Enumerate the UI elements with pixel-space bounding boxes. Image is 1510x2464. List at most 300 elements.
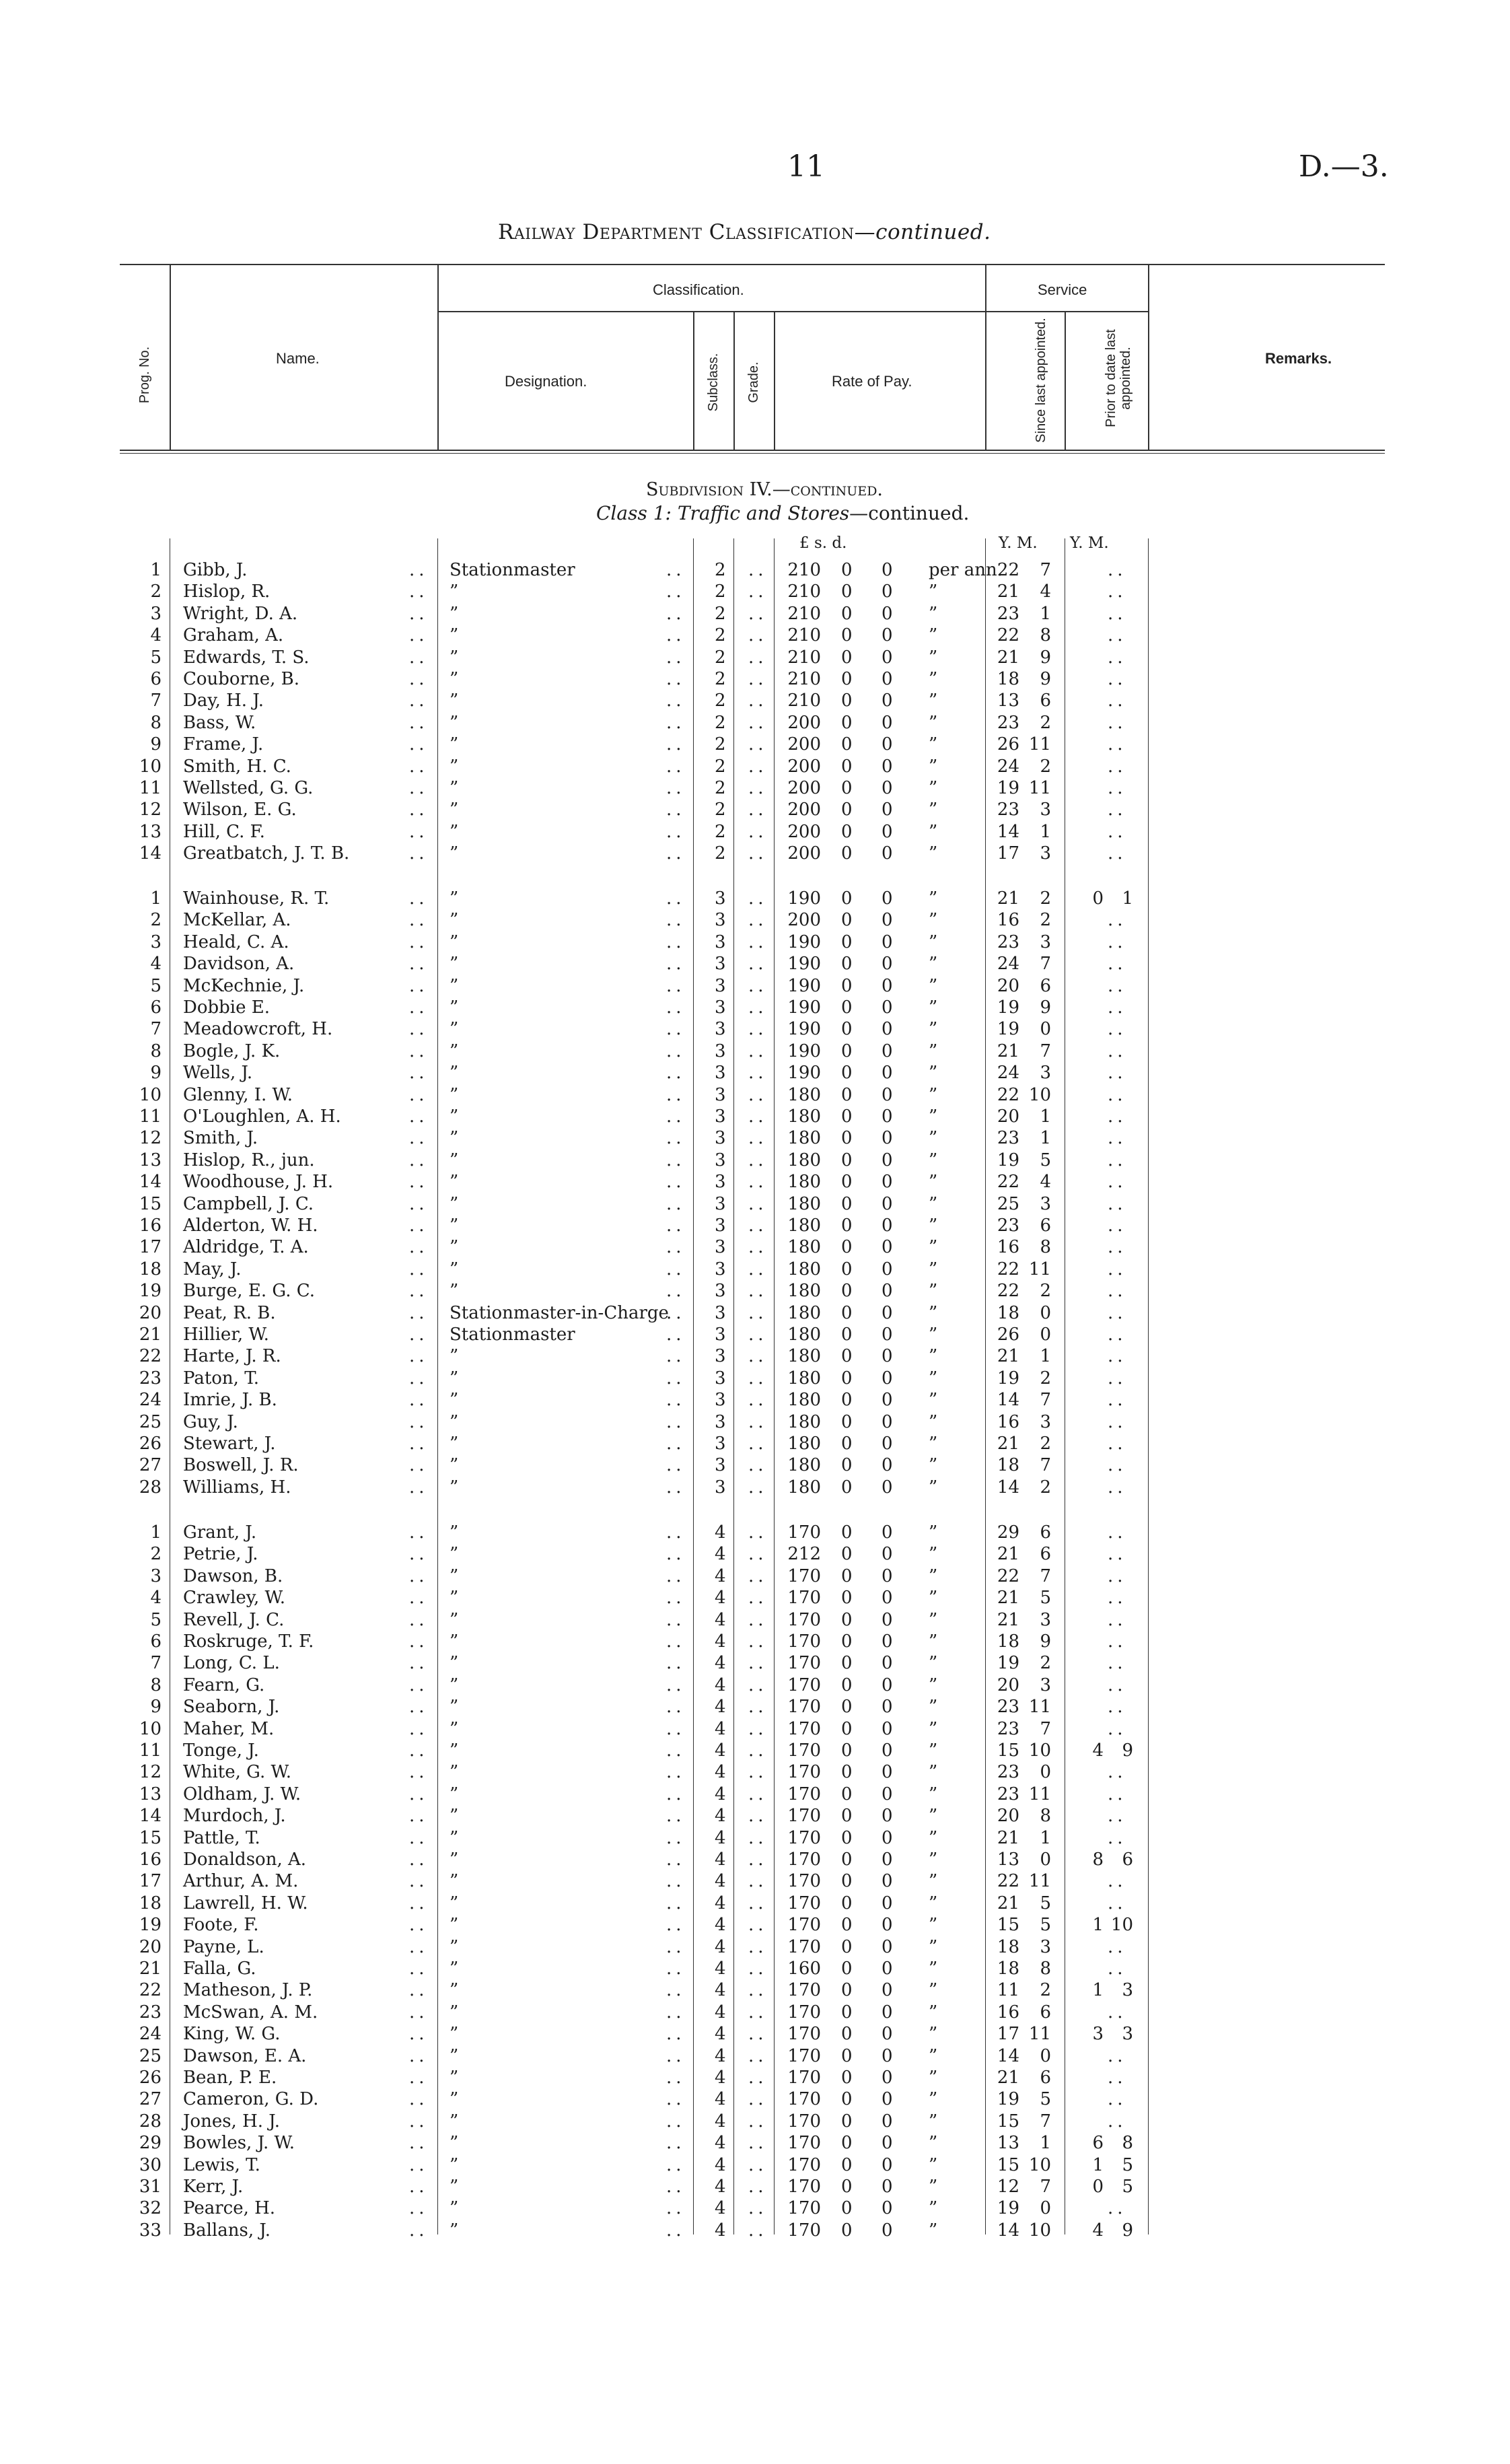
- grade-leader-dots: ..: [748, 997, 768, 1018]
- subclass-cell: 3: [715, 1434, 726, 1454]
- name-leader-dots: ..: [409, 756, 429, 777]
- table-row: [0, 1740, 1510, 1762]
- pay-shillings-cell: 0: [841, 800, 853, 820]
- pay-shillings-cell: 0: [841, 910, 853, 931]
- name-leader-dots: ..: [409, 1237, 429, 1258]
- grade-leader-dots: ..: [748, 669, 768, 689]
- pay-shillings-cell: 0: [841, 1784, 853, 1804]
- since-years-cell: 23: [997, 1216, 1019, 1236]
- designation-cell: ”: [450, 1609, 459, 1630]
- designation-leader-dots: ..: [666, 778, 686, 798]
- pay-pounds-cell: 170: [787, 1915, 821, 1936]
- units-ym-prior: Y. M.: [1070, 534, 1109, 552]
- grade-leader-dots: ..: [748, 2133, 768, 2154]
- prog-no-cell: 1: [150, 1522, 161, 1543]
- name-cell: May, J.: [183, 1259, 242, 1279]
- pay-shillings-cell: 0: [841, 1697, 853, 1718]
- prior-empty-dots: ..: [1108, 734, 1127, 755]
- designation-cell: ”: [450, 1936, 459, 1957]
- pay-shillings-cell: 0: [841, 734, 853, 755]
- subclass-cell: 3: [715, 1325, 726, 1345]
- pay-pounds-cell: 170: [787, 1675, 821, 1695]
- grade-leader-dots: ..: [748, 2002, 768, 2022]
- pay-period-cell: ”: [929, 691, 938, 711]
- header-grade: Grade.: [746, 361, 761, 403]
- name-cell: McKellar, A.: [183, 910, 291, 931]
- prog-no-cell: 24: [139, 2024, 161, 2045]
- pay-pounds-cell: 170: [787, 2024, 821, 2045]
- grade-leader-dots: ..: [748, 1172, 768, 1193]
- pay-pounds-cell: 170: [787, 1762, 821, 1783]
- name-leader-dots: ..: [409, 2220, 429, 2241]
- prog-no-cell: 3: [150, 1565, 161, 1586]
- designation-cell: ”: [450, 1281, 459, 1302]
- pay-shillings-cell: 0: [841, 2089, 853, 2110]
- prog-no-cell: 4: [150, 625, 161, 646]
- pay-period-cell: ”: [929, 1893, 938, 1913]
- name-cell: Revell, J. C.: [183, 1609, 285, 1630]
- pay-pounds-cell: 180: [787, 1128, 821, 1149]
- designation-leader-dots: ..: [666, 1718, 686, 1739]
- pay-pence-cell: 0: [882, 1302, 893, 1323]
- since-years-cell: 23: [997, 1128, 1019, 1149]
- grade-leader-dots: ..: [748, 1675, 768, 1695]
- since-months-cell: 0: [1040, 2045, 1051, 2066]
- grade-leader-dots: ..: [748, 1041, 768, 1061]
- table-row: [0, 560, 1510, 582]
- designation-leader-dots: ..: [666, 2024, 686, 2045]
- pay-shillings-cell: 0: [841, 1718, 853, 1739]
- pay-period-cell: ”: [929, 1434, 938, 1454]
- name-leader-dots: ..: [409, 1697, 429, 1718]
- pay-pounds-cell: 170: [787, 1565, 821, 1586]
- pay-shillings-cell: 0: [841, 1281, 853, 1302]
- prior-empty-dots: ..: [1108, 1063, 1127, 1084]
- name-leader-dots: ..: [409, 2154, 429, 2175]
- prog-no-cell: 5: [150, 975, 161, 996]
- designation-cell: ”: [450, 1259, 459, 1279]
- prior-empty-dots: ..: [1108, 1084, 1127, 1105]
- designation-cell: ”: [450, 997, 459, 1018]
- prog-no-cell: 3: [150, 603, 161, 624]
- name-leader-dots: ..: [409, 1019, 429, 1040]
- name-cell: White, G. W.: [183, 1762, 291, 1783]
- pay-shillings-cell: 0: [841, 1871, 853, 1892]
- prior-empty-dots: ..: [1108, 1193, 1127, 1214]
- since-months-cell: 1: [1040, 1128, 1051, 1149]
- pay-pounds-cell: 170: [787, 2220, 821, 2241]
- since-months-cell: 2: [1040, 1653, 1051, 1674]
- class-heading: [596, 502, 969, 524]
- subclass-cell: 4: [715, 1850, 726, 1870]
- since-months-cell: 0: [1040, 1302, 1051, 1323]
- pay-shillings-cell: 0: [841, 712, 853, 733]
- subclass-cell: 4: [715, 2220, 726, 2241]
- subclass-cell: 4: [715, 1915, 726, 1936]
- pay-pounds-cell: 210: [787, 647, 821, 668]
- since-years-cell: 24: [997, 1063, 1019, 1084]
- designation-cell: ”: [450, 1455, 459, 1476]
- pay-pence-cell: 0: [882, 2045, 893, 2066]
- since-years-cell: 23: [997, 1697, 1019, 1718]
- table-row: [0, 1041, 1510, 1063]
- pay-period-cell: ”: [929, 931, 938, 952]
- since-months-cell: 5: [1040, 1915, 1051, 1936]
- prog-no-cell: 5: [150, 647, 161, 668]
- since-months-cell: 0: [1040, 1325, 1051, 1345]
- pay-shillings-cell: 0: [841, 1237, 853, 1258]
- prog-no-cell: 20: [139, 1936, 161, 1957]
- prior-empty-dots: ..: [1108, 756, 1127, 777]
- prior-empty-dots: ..: [1108, 2002, 1127, 2022]
- pay-period-cell: ”: [929, 2154, 938, 2175]
- prior-empty-dots: ..: [1108, 778, 1127, 798]
- subclass-cell: 3: [715, 1259, 726, 1279]
- pay-pounds-cell: 170: [787, 1718, 821, 1739]
- subclass-cell: 3: [715, 1281, 726, 1302]
- table-row: [0, 1063, 1510, 1084]
- name-cell: Oldham, J. W.: [183, 1784, 301, 1804]
- name-leader-dots: ..: [409, 931, 429, 952]
- pay-shillings-cell: 0: [841, 1411, 853, 1432]
- name-leader-dots: ..: [409, 1434, 429, 1454]
- subclass-cell: 4: [715, 2198, 726, 2219]
- designation-cell: ”: [450, 1784, 459, 1804]
- pay-period-cell: ”: [929, 1784, 938, 1804]
- table-row: [0, 1522, 1510, 1544]
- since-years-cell: 19: [997, 1368, 1019, 1388]
- pay-shillings-cell: 0: [841, 1172, 853, 1193]
- grade-leader-dots: ..: [748, 1784, 768, 1804]
- pay-period-cell: ”: [929, 1588, 938, 1609]
- prog-no-cell: 3: [150, 931, 161, 952]
- designation-cell: Stationmaster-in-Charge: [450, 1302, 669, 1323]
- table-row: [0, 1610, 1510, 1631]
- pay-period-cell: ”: [929, 2177, 938, 2197]
- prog-no-cell: 9: [150, 1063, 161, 1084]
- grade-leader-dots: ..: [748, 1915, 768, 1936]
- pay-pence-cell: 0: [882, 1411, 893, 1432]
- subclass-cell: 3: [715, 1411, 726, 1432]
- pay-shillings-cell: 0: [841, 691, 853, 711]
- pay-pence-cell: 0: [882, 712, 893, 733]
- name-cell: Bogle, J. K.: [183, 1041, 281, 1061]
- grade-leader-dots: ..: [748, 691, 768, 711]
- subclass-cell: 3: [715, 954, 726, 975]
- since-months-cell: 7: [1040, 1455, 1051, 1476]
- name-cell: Day, H. J.: [183, 691, 264, 711]
- prog-no-cell: 17: [139, 1871, 161, 1892]
- pay-period-cell: ”: [929, 1281, 938, 1302]
- designation-leader-dots: ..: [666, 1150, 686, 1170]
- pay-pence-cell: 0: [882, 1565, 893, 1586]
- pay-period-cell: ”: [929, 1477, 938, 1498]
- header-subclass: Subclass.: [706, 353, 721, 412]
- since-months-cell: 3: [1040, 1063, 1051, 1084]
- since-years-cell: 15: [997, 1740, 1019, 1761]
- name-cell: Wells, J.: [183, 1063, 253, 1084]
- designation-leader-dots: ..: [666, 2177, 686, 2197]
- since-months-cell: 11: [1028, 1871, 1051, 1892]
- prior-months-cell: 6: [1122, 1850, 1133, 1870]
- name-cell: Hislop, R.: [183, 582, 271, 602]
- designation-cell: ”: [450, 800, 459, 820]
- pay-shillings-cell: 0: [841, 888, 853, 909]
- name-cell: Couborne, B.: [183, 669, 300, 689]
- prog-no-cell: 18: [139, 1893, 161, 1913]
- table-row: [0, 1893, 1510, 1915]
- pay-pence-cell: 0: [882, 603, 893, 624]
- prior-months-cell: 9: [1122, 1740, 1133, 1761]
- header-name: Name.: [276, 350, 320, 367]
- pay-pence-cell: 0: [882, 647, 893, 668]
- designation-cell: ”: [450, 2220, 459, 2241]
- since-months-cell: 9: [1040, 669, 1051, 689]
- name-leader-dots: ..: [409, 1936, 429, 1957]
- pay-period-cell: per ann.: [929, 560, 1003, 580]
- designation-leader-dots: ..: [666, 1850, 686, 1870]
- pay-period-cell: ”: [929, 2111, 938, 2132]
- prior-years-cell: 1: [1092, 1980, 1104, 2001]
- pay-pounds-cell: 170: [787, 2198, 821, 2219]
- pay-period-cell: ”: [929, 1959, 938, 1979]
- name-leader-dots: ..: [409, 1806, 429, 1827]
- since-months-cell: 5: [1040, 1893, 1051, 1913]
- since-months-cell: 3: [1040, 843, 1051, 864]
- designation-leader-dots: ..: [666, 1653, 686, 1674]
- name-cell: Roskruge, T. F.: [183, 1631, 314, 1652]
- header-rate-of-pay: Rate of Pay.: [832, 373, 912, 390]
- grade-leader-dots: ..: [748, 1216, 768, 1236]
- subclass-cell: 4: [715, 1959, 726, 1979]
- pay-shillings-cell: 0: [841, 582, 853, 602]
- pay-pounds-cell: 170: [787, 2111, 821, 2132]
- table-row: [0, 1719, 1510, 1740]
- pay-period-cell: ”: [929, 1216, 938, 1236]
- since-months-cell: 1: [1040, 821, 1051, 842]
- since-years-cell: 23: [997, 1762, 1019, 1783]
- designation-leader-dots: ..: [666, 1915, 686, 1936]
- subclass-cell: 4: [715, 1609, 726, 1630]
- name-leader-dots: ..: [409, 734, 429, 755]
- prior-empty-dots: ..: [1108, 582, 1127, 602]
- pay-period-cell: ”: [929, 2133, 938, 2154]
- since-years-cell: 19: [997, 1150, 1019, 1170]
- pay-pence-cell: 0: [882, 669, 893, 689]
- designation-leader-dots: ..: [666, 888, 686, 909]
- subclass-cell: 3: [715, 1106, 726, 1127]
- col-divider: [170, 264, 171, 450]
- pay-shillings-cell: 0: [841, 1259, 853, 1279]
- name-cell: Seaborn, J.: [183, 1697, 280, 1718]
- pay-pounds-cell: 170: [787, 2068, 821, 2088]
- table-row: [0, 1806, 1510, 1827]
- pay-shillings-cell: 0: [841, 1063, 853, 1084]
- pay-pence-cell: 0: [882, 2111, 893, 2132]
- prior-empty-dots: ..: [1108, 669, 1127, 689]
- since-years-cell: 21: [997, 1346, 1019, 1367]
- subclass-cell: 4: [715, 2002, 726, 2022]
- since-years-cell: 20: [997, 1675, 1019, 1695]
- grade-leader-dots: ..: [748, 2045, 768, 2066]
- designation-cell: ”: [450, 734, 459, 755]
- pay-pence-cell: 0: [882, 821, 893, 842]
- since-years-cell: 21: [997, 888, 1019, 909]
- name-cell: Petrie, J.: [183, 1544, 258, 1565]
- grade-leader-dots: ..: [748, 1588, 768, 1609]
- since-months-cell: 2: [1040, 888, 1051, 909]
- prior-empty-dots: ..: [1108, 1368, 1127, 1388]
- prog-no-cell: 28: [139, 1477, 161, 1498]
- pay-pence-cell: 0: [882, 778, 893, 798]
- since-months-cell: 7: [1040, 2177, 1051, 2197]
- pay-period-cell: ”: [929, 1411, 938, 1432]
- pay-period-cell: ”: [929, 800, 938, 820]
- designation-leader-dots: ..: [666, 1084, 686, 1105]
- pay-shillings-cell: 0: [841, 1893, 853, 1913]
- grade-leader-dots: ..: [748, 1565, 768, 1586]
- table-row: [0, 1150, 1510, 1172]
- name-leader-dots: ..: [409, 1172, 429, 1193]
- pay-pence-cell: 0: [882, 1390, 893, 1411]
- designation-cell: ”: [450, 647, 459, 668]
- pay-pence-cell: 0: [882, 1653, 893, 1674]
- designation-leader-dots: ..: [666, 2002, 686, 2022]
- grade-leader-dots: ..: [748, 1522, 768, 1543]
- pay-pence-cell: 0: [882, 1106, 893, 1127]
- pay-pounds-cell: 170: [787, 2002, 821, 2022]
- name-leader-dots: ..: [409, 1325, 429, 1345]
- prog-no-cell: 12: [139, 1128, 161, 1149]
- name-cell: Fearn, G.: [183, 1675, 265, 1695]
- name-cell: Matheson, J. P.: [183, 1980, 313, 2001]
- name-cell: Campbell, J. C.: [183, 1193, 314, 1214]
- pay-pounds-cell: 180: [787, 1477, 821, 1498]
- prog-no-cell: 8: [150, 1675, 161, 1695]
- since-months-cell: 11: [1028, 2024, 1051, 2045]
- subclass-cell: 4: [715, 1588, 726, 1609]
- designation-leader-dots: ..: [666, 603, 686, 624]
- name-leader-dots: ..: [409, 2045, 429, 2066]
- designation-cell: ”: [450, 1041, 459, 1061]
- table-row: [0, 954, 1510, 975]
- designation-leader-dots: ..: [666, 1216, 686, 1236]
- designation-cell: ”: [450, 954, 459, 975]
- prior-empty-dots: ..: [1108, 1411, 1127, 1432]
- name-leader-dots: ..: [409, 1063, 429, 1084]
- pay-pounds-cell: 180: [787, 1281, 821, 1302]
- designation-leader-dots: ..: [666, 1806, 686, 1827]
- prog-no-cell: 2: [150, 582, 161, 602]
- table-row: [0, 2155, 1510, 2177]
- name-leader-dots: ..: [409, 603, 429, 624]
- pay-period-cell: ”: [929, 778, 938, 798]
- prog-no-cell: 19: [139, 1915, 161, 1936]
- designation-leader-dots: ..: [666, 954, 686, 975]
- grade-leader-dots: ..: [748, 1193, 768, 1214]
- designation-cell: ”: [450, 1411, 459, 1432]
- col-divider: [437, 264, 439, 450]
- subclass-cell: 4: [715, 1544, 726, 1565]
- table-row: [0, 1566, 1510, 1588]
- page-number: 11: [787, 149, 825, 184]
- col-divider: [693, 311, 694, 450]
- since-years-cell: 16: [997, 910, 1019, 931]
- pay-period-cell: ”: [929, 843, 938, 864]
- prog-no-cell: 28: [139, 2111, 161, 2132]
- pay-pounds-cell: 160: [787, 1959, 821, 1979]
- prior-empty-dots: ..: [1108, 1455, 1127, 1476]
- name-cell: Kerr, J.: [183, 2177, 244, 2197]
- name-cell: Dobbie E.: [183, 997, 270, 1018]
- prog-no-cell: 6: [150, 1631, 161, 1652]
- pay-pounds-cell: 180: [787, 1411, 821, 1432]
- since-months-cell: 7: [1040, 1718, 1051, 1739]
- table-row: [0, 2177, 1510, 2198]
- since-months-cell: 8: [1040, 625, 1051, 646]
- prog-no-cell: 10: [139, 1718, 161, 1739]
- designation-leader-dots: ..: [666, 2045, 686, 2066]
- name-cell: Smith, J.: [183, 1128, 258, 1149]
- designation-cell: ”: [450, 888, 459, 909]
- prior-empty-dots: ..: [1108, 1784, 1127, 1804]
- designation-cell: ”: [450, 821, 459, 842]
- table-row: [0, 1937, 1510, 1959]
- pay-shillings-cell: 0: [841, 1980, 853, 2001]
- grade-leader-dots: ..: [748, 1544, 768, 1565]
- name-cell: Cameron, G. D.: [183, 2089, 319, 2110]
- table-row: [0, 976, 1510, 997]
- prog-no-cell: 14: [139, 843, 161, 864]
- table-row: [0, 1959, 1510, 1980]
- grade-leader-dots: ..: [748, 1368, 768, 1388]
- designation-leader-dots: ..: [666, 1041, 686, 1061]
- name-leader-dots: ..: [409, 582, 429, 602]
- designation-cell: ”: [450, 910, 459, 931]
- grade-leader-dots: ..: [748, 1609, 768, 1630]
- designation-cell: ”: [450, 1740, 459, 1761]
- pay-pence-cell: 0: [882, 1477, 893, 1498]
- pay-shillings-cell: 0: [841, 1128, 853, 1149]
- pay-pounds-cell: 170: [787, 1850, 821, 1870]
- pay-pounds-cell: 190: [787, 954, 821, 975]
- pay-period-cell: ”: [929, 954, 938, 975]
- name-leader-dots: ..: [409, 1762, 429, 1783]
- name-cell: Boswell, J. R.: [183, 1455, 299, 1476]
- since-years-cell: 20: [997, 975, 1019, 996]
- prog-no-cell: 15: [139, 1827, 161, 1848]
- pay-pence-cell: 0: [882, 1850, 893, 1870]
- prior-empty-dots: ..: [1108, 2068, 1127, 2088]
- table-row: [0, 778, 1510, 800]
- subclass-cell: 3: [715, 1019, 726, 1040]
- table-row: [0, 1303, 1510, 1325]
- pay-period-cell: ”: [929, 1084, 938, 1105]
- pay-pence-cell: 0: [882, 997, 893, 1018]
- since-years-cell: 22: [997, 1871, 1019, 1892]
- since-months-cell: 6: [1040, 975, 1051, 996]
- grade-leader-dots: ..: [748, 1827, 768, 1848]
- prior-empty-dots: ..: [1108, 1019, 1127, 1040]
- pay-pence-cell: 0: [882, 1325, 893, 1345]
- designation-leader-dots: ..: [666, 1106, 686, 1127]
- table-row: [0, 582, 1510, 603]
- pay-pence-cell: 0: [882, 582, 893, 602]
- pay-pence-cell: 0: [882, 1762, 893, 1783]
- subclass-cell: 2: [715, 582, 726, 602]
- pay-shillings-cell: 0: [841, 1455, 853, 1476]
- prog-no-cell: 2: [150, 910, 161, 931]
